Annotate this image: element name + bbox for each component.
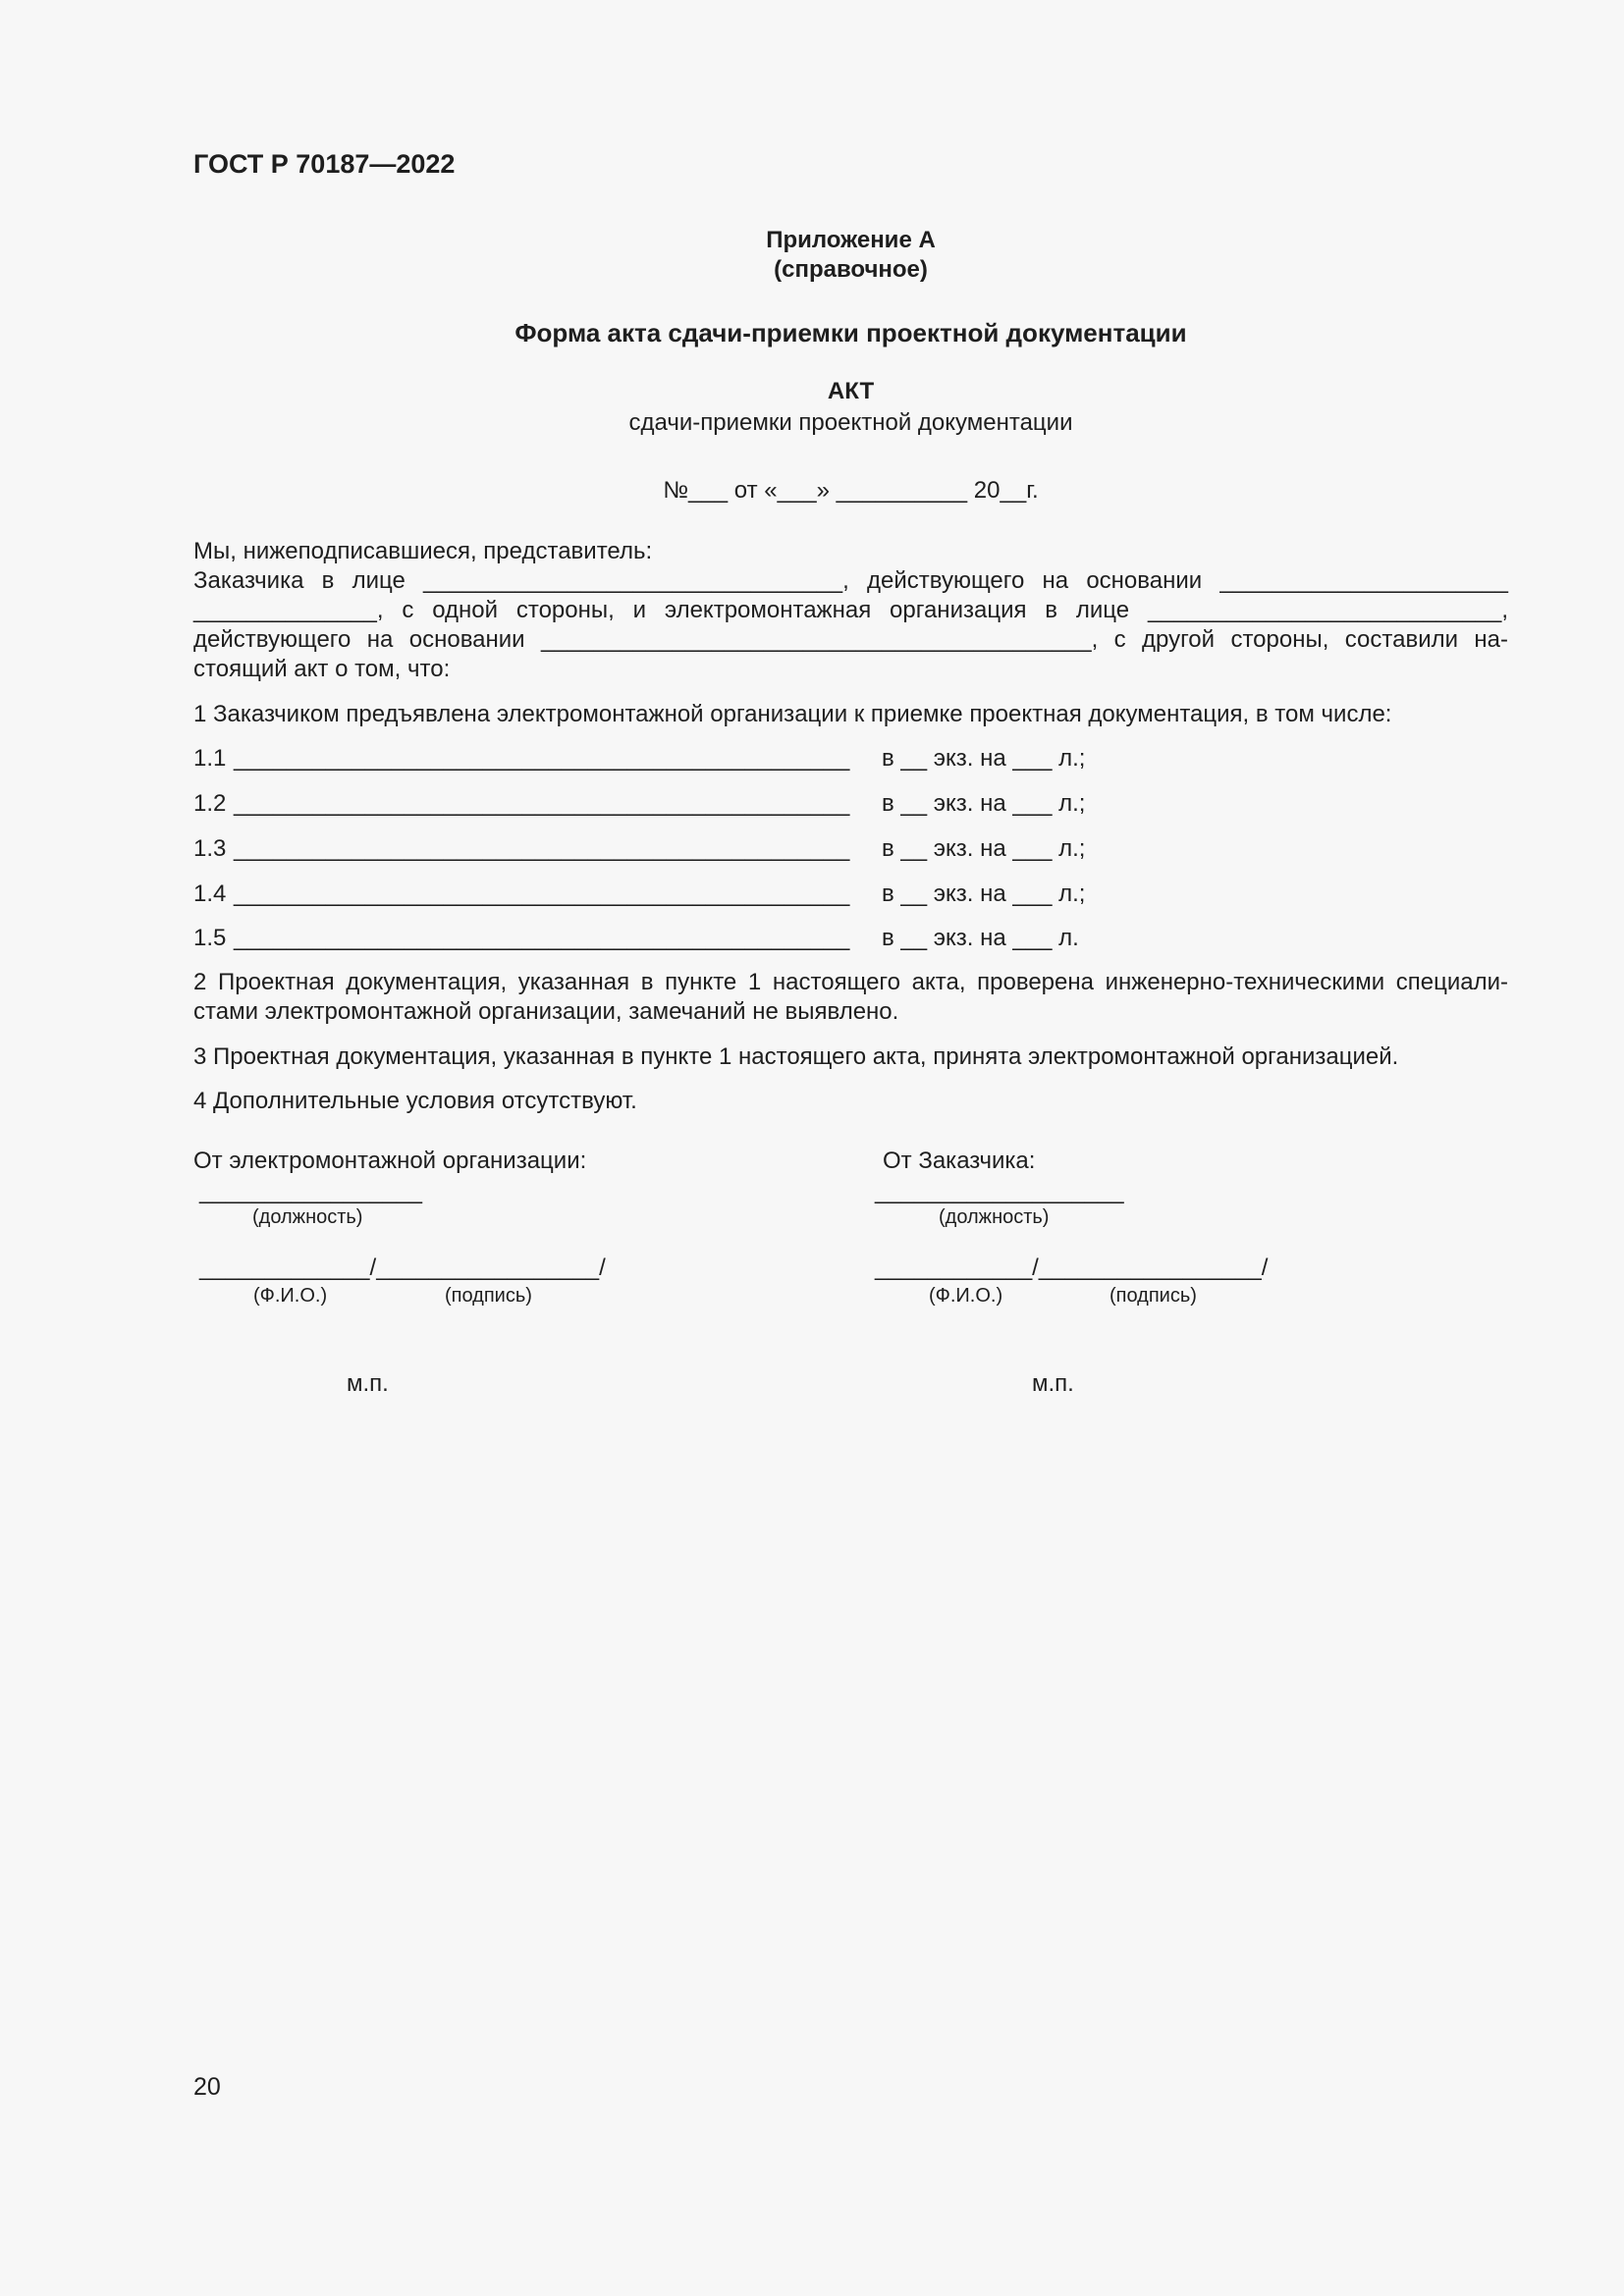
signature-right-position-label: (должность) [939,1206,1050,1228]
item-copies: в __ экз. на ___ л.; [882,790,1086,817]
signature-left-sign-label: (подпись) [445,1285,532,1307]
intro-line-5: стоящий акт о том, что: [193,656,451,682]
signature-left-stamp: м.п. [347,1370,389,1397]
intro-line-4: действующего на основании __________________________________________, с другой стороны, составили на- [193,626,1508,653]
clause-2-line-2: стами электромонтажной организации, замечаний не выявлено. [193,998,899,1025]
signature-left-position-line: _________________ [199,1178,422,1204]
item-number: 1.5 [193,925,227,951]
signature-left-fio-label: (Ф.И.О.) [253,1285,328,1307]
page-number: 20 [193,2073,221,2101]
item-copies: в __ экз. на ___ л.; [882,835,1086,862]
act-subtitle: сдачи-приемки проектной документации [628,409,1073,436]
act-title: АКТ [827,378,875,404]
item-number: 1.2 [193,790,227,817]
signature-right-sign-line: ____________/_________________/ [875,1255,1269,1281]
signature-right-fio-label: (Ф.И.О.) [929,1285,1003,1307]
item-blank-line: _______________________________________________ [234,835,850,862]
document-standard-code: ГОСТ Р 70187—2022 [193,149,456,179]
appendix-type: (справочное) [774,256,928,283]
signature-right-heading: От Заказчика: [883,1148,1036,1174]
signature-right-sign-label: (подпись) [1110,1285,1197,1307]
act-number-line: №___ от «___» __________ 20__г. [663,477,1039,504]
intro-line-3: ______________, с одной стороны, и электромонтажная организация в лице ___________________________, [193,597,1508,623]
signature-right-position-line: ___________________ [875,1178,1124,1204]
item-number: 1.1 [193,745,227,772]
item-number: 1.3 [193,835,227,862]
item-blank-line: _______________________________________________ [234,790,850,817]
item-blank-line: _______________________________________________ [234,745,850,772]
clause-4: 4 Дополнительные условия отсутствуют. [193,1088,637,1114]
item-blank-line: _______________________________________________ [234,881,850,907]
item-blank-line: _______________________________________________ [234,925,850,951]
form-title: Форма акта сдачи-приемки проектной документации [514,318,1187,347]
item-copies: в __ экз. на ___ л.; [882,745,1086,772]
signature-left-sign-line: _____________/_________________/ [199,1255,606,1281]
signature-right-stamp: м.п. [1032,1370,1074,1397]
clause-1: 1 Заказчиком предъявлена электромонтажной организации к приемке проектная документация, в том числе: [193,701,1392,727]
signature-left-heading: От электромонтажной организации: [193,1148,587,1174]
signature-left-position-label: (должность) [252,1206,363,1228]
item-copies: в __ экз. на ___ л.; [882,881,1086,907]
item-number: 1.4 [193,881,227,907]
intro-line-2: Заказчика в лице ________________________________, действующего на основании ______________________ [193,567,1508,594]
appendix-title: Приложение А [766,227,936,253]
intro-line-1: Мы, нижеподписавшиеся, представитель: [193,538,653,564]
item-copies: в __ экз. на ___ л. [882,925,1079,951]
clause-3: 3 Проектная документация, указанная в пункте 1 настоящего акта, принята электромонтажной организацией. [193,1043,1399,1070]
clause-2-line-1: 2 Проектная документация, указанная в пункте 1 настоящего акта, проверена инженерно-техническими специали- [193,969,1508,995]
